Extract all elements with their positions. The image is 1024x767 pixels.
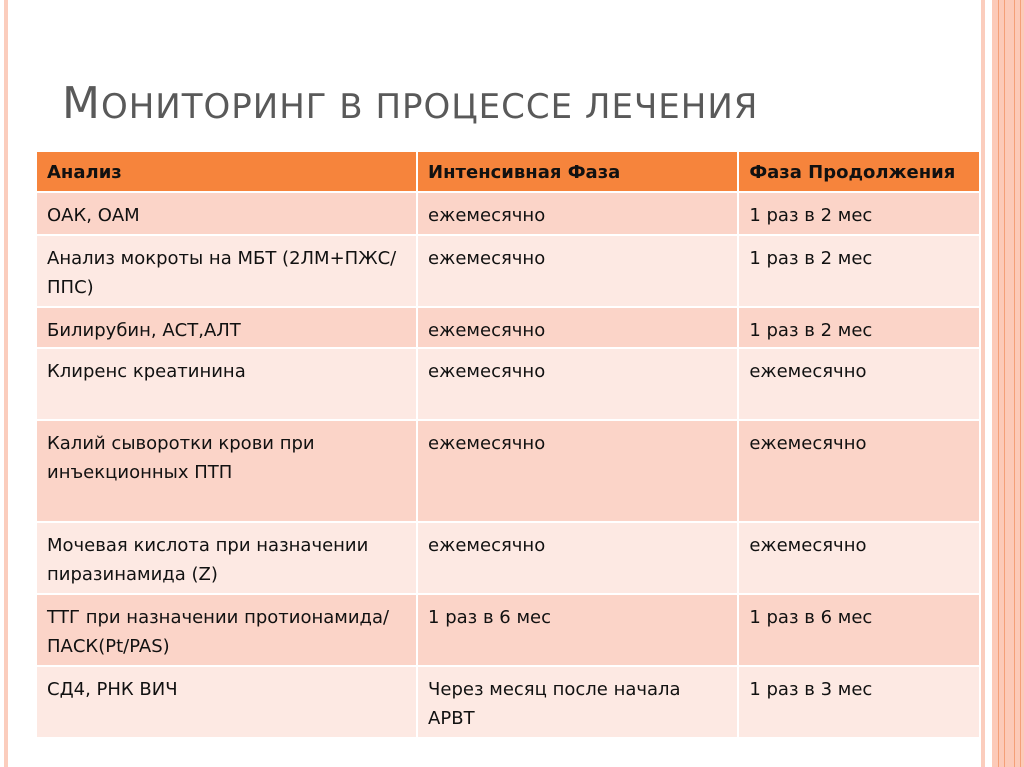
cell: ежемесячно [738,522,980,594]
cell: ежемесячно [738,348,980,420]
table-row [36,192,980,235]
cell: Через месяц после начала АРВТ [417,666,738,738]
header-cell: Интенсивная Фаза [417,151,738,192]
table-header-row [36,151,980,192]
header-cell: Анализ [36,151,417,192]
right-stripes-decoration [992,0,1024,767]
cell: 1 раз в 2 мес [738,235,980,307]
cell: 1 раз в 6 мес [738,594,980,666]
cell: Анализ мокроты на МБТ (2ЛМ+ПЖС/ППС) [36,235,417,307]
monitoring-table [35,150,981,739]
cell: ежемесячно [738,420,980,522]
table-row [36,594,980,666]
cell: Клиренс креатинина [36,348,417,420]
right-border-decoration [981,0,985,767]
cell: 1 раз в 6 мес [417,594,738,666]
cell: ежемесячно [417,420,738,522]
cell: ежемесячно [417,307,738,348]
cell: ТТГ при назначении протионамида/ПАСК(Pt/PAS) [36,594,417,666]
left-border-decoration [4,0,8,767]
table-row [36,522,980,594]
cell: ежемесячно [417,192,738,235]
cell: ежемесячно [417,522,738,594]
cell: Калий сыворотки крови при инъекционных ПТП [36,420,417,522]
cell: 1 раз в 2 мес [738,192,980,235]
slide-title [62,78,758,129]
title-initial: М [62,78,101,129]
cell: 1 раз в 3 мес [738,666,980,738]
table-row [36,235,980,307]
cell: 1 раз в 2 мес [738,307,980,348]
cell: Мочевая кислота при назначении пиразинамида (Z) [36,522,417,594]
header-cell: Фаза Продолжения [738,151,980,192]
cell: ОАК, ОАМ [36,192,417,235]
cell: Билирубин, АСТ,АЛТ [36,307,417,348]
cell: ежемесячно [417,235,738,307]
table-row [36,666,980,738]
cell: ежемесячно [417,348,738,420]
cell: СД4, РНК ВИЧ [36,666,417,738]
table-row [36,307,980,348]
table-row [36,348,980,420]
table-row [36,420,980,522]
title-rest: ОНИТОРИНГ В ПРОЦЕССЕ ЛЕЧЕНИЯ [100,87,759,127]
